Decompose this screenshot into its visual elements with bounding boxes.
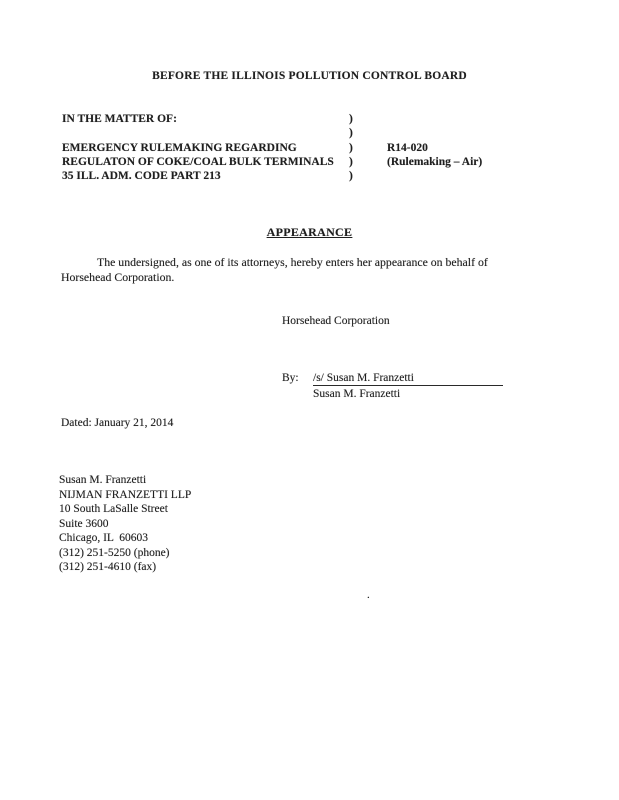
caption-left-text: 35 ILL. ADM. CODE PART 213 <box>62 170 221 183</box>
body-line: Horsehead Corporation. <box>61 269 175 284</box>
city-state-zip: Chicago, IL 60603 <box>59 532 149 545</box>
caption-paren: ) <box>349 127 353 140</box>
fax-number: (312) 251-4610 (fax) <box>59 561 157 574</box>
caption-row <box>62 155 522 169</box>
caption-row <box>62 112 522 126</box>
case-caption <box>62 112 522 183</box>
caption-paren: ) <box>349 155 353 168</box>
attorney-block <box>59 473 191 575</box>
suite-line: Suite 3600 <box>59 517 109 530</box>
caption-paren: ) <box>349 170 353 183</box>
company-name: Horsehead Corporation <box>282 315 390 327</box>
body-paragraph <box>61 255 541 284</box>
caption-row <box>62 126 522 140</box>
dated-line: Dated: January 21, 2014 <box>61 417 174 429</box>
stray-dot-mark: . <box>367 589 370 601</box>
electronic-signature: /s/ Susan M. Franzetti <box>313 372 414 384</box>
caption-row <box>62 169 522 183</box>
caption-left-text: IN THE MATTER OF: <box>62 113 177 125</box>
caption-paren: ) <box>349 113 353 125</box>
court-title: BEFORE THE ILLINOIS POLLUTION CONTROL BOARD <box>152 70 467 82</box>
body-line: The undersigned, as one of its attorneys, hereby enters her appearance on behalf of <box>97 255 488 269</box>
signer-name: Susan M. Franzetti <box>313 388 401 400</box>
caption-left-text: EMERGENCY RULEMAKING REGARDING <box>62 141 297 154</box>
appearance-heading: APPEARANCE <box>266 225 353 239</box>
docket-number: R14-020 <box>387 141 428 154</box>
caption-paren: ) <box>349 141 353 154</box>
by-label: By: <box>282 372 299 384</box>
attorney-name: Susan M. Franzetti <box>59 474 147 486</box>
caption-row <box>62 141 522 155</box>
signature-line <box>313 372 503 386</box>
signature-row <box>282 372 503 386</box>
street-address: 10 South LaSalle Street <box>59 503 168 516</box>
law-firm-name: NIJMAN FRANZETTI LLP <box>59 488 192 501</box>
phone-number: (312) 251-5250 (phone) <box>59 546 170 559</box>
rulemaking-type: (Rulemaking – Air) <box>387 155 483 168</box>
caption-left-text: REGULATON OF COKE/COAL BULK TERMINALS <box>62 155 334 168</box>
